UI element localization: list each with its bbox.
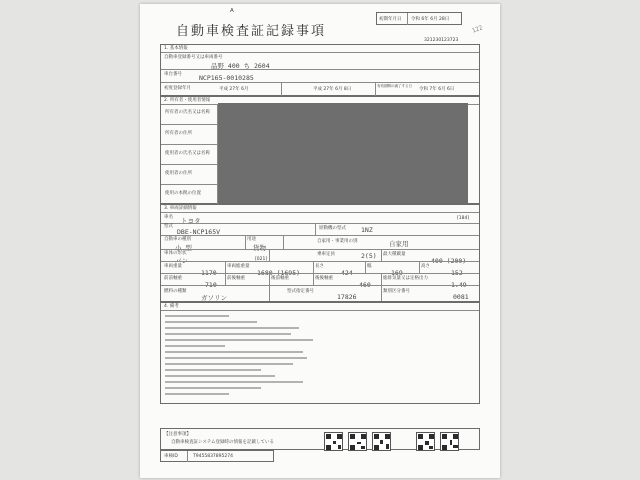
- qr-code-5: [440, 432, 459, 451]
- maker-code: [184]: [457, 216, 470, 221]
- first-registration-label: 初度登録年月: [164, 86, 191, 91]
- qr-code-3: [372, 432, 391, 451]
- length-label: 長さ: [315, 264, 324, 269]
- use-value: 貨物: [253, 244, 266, 252]
- max-load-value: 400 (200): [431, 257, 467, 265]
- displacement-label: 総排気量又は定格出力: [383, 276, 428, 281]
- length-value: 424: [341, 269, 353, 277]
- category-label: 類別区分番号: [383, 289, 410, 294]
- base-location-label: 使用の本拠の位置: [165, 191, 201, 196]
- first-registration-value: 平成 27年 6月: [219, 87, 249, 92]
- use-label: 用途: [247, 237, 256, 242]
- maker-value: トヨタ: [181, 217, 201, 225]
- rear-front-axle-label: 後前軸重: [271, 276, 289, 281]
- basic-section-title: 1. 基本情報: [164, 46, 188, 51]
- height-label: 高さ: [421, 264, 430, 269]
- registration-label: 自動車登録番号又は車両番号: [164, 55, 223, 60]
- capacity-label: 乗車定員: [317, 252, 335, 257]
- vehicle-class-value: 小 型: [175, 244, 192, 252]
- front-rear-axle-label: 前後軸重: [227, 276, 245, 281]
- notes-section-title: 4. 備考: [164, 304, 179, 309]
- owner-address-label: 所有者の住所: [165, 131, 192, 136]
- user-name-label: 使用者の氏名又は名称: [165, 151, 210, 156]
- notice-title: 【注意事項】: [164, 432, 191, 437]
- vehicle-id-label: 車検ID: [164, 454, 178, 459]
- vehicle-detail-section: [160, 204, 480, 302]
- category-value: 0081: [453, 293, 469, 301]
- body-shape-label: 車体の形状: [164, 251, 187, 256]
- expiry-label: 有効期間の満了する日: [377, 84, 412, 88]
- fuel-type-label: 燃料の種類: [164, 289, 187, 294]
- registration-value: 品野 400 ち 2604: [211, 62, 270, 70]
- capacity-value: 2(5): [361, 252, 377, 260]
- width-label: 幅: [367, 264, 372, 269]
- width-value: 169: [391, 269, 403, 277]
- rear-rear-axle-label: 後後軸重: [315, 276, 333, 281]
- notes-section: [160, 302, 480, 404]
- expiry-value: 令和 7年 6月 6日: [419, 87, 455, 92]
- max-load-label: 最大積載量: [383, 252, 406, 257]
- redacted-owner-info: [218, 103, 468, 203]
- maker-label: 車名: [164, 215, 173, 220]
- qr-code-1: [324, 432, 343, 451]
- engine-value: 1NZ: [361, 226, 373, 234]
- user-address-label: 使用者の住所: [165, 171, 192, 176]
- gross-weight-value: 1680 (1695): [257, 269, 301, 277]
- vehicle-class-label: 自動車の種別: [164, 237, 191, 242]
- stamp-letter: A: [230, 8, 234, 14]
- chassis-number: NCP165-0010285: [199, 74, 254, 82]
- purpose-label: 自家用・事業用の別: [317, 239, 358, 244]
- type-approval-label: 型式指定番号: [287, 289, 314, 294]
- qr-code-2: [348, 432, 367, 451]
- rear-rear-axle-value: 460: [359, 281, 371, 289]
- qr-code-4: [416, 432, 435, 451]
- front-front-axle-label: 前前軸重: [164, 276, 182, 281]
- vehicle-section-title: 3. 車両詳細情報: [164, 206, 197, 211]
- issue-date-box: [376, 12, 462, 25]
- gross-weight-label: 車両総重量: [227, 264, 250, 269]
- margin-note: 122: [471, 24, 484, 35]
- document-title: 自動車検査証記録事項: [176, 24, 327, 39]
- vehicle-weight-value: 1170: [201, 269, 217, 277]
- chassis-label: 車台番号: [164, 72, 182, 77]
- height-value: 152: [451, 269, 463, 277]
- purpose-value: 自家用: [389, 240, 409, 248]
- front-front-axle-value: 710: [205, 281, 217, 289]
- model-value: DBE-NCP165V: [177, 228, 221, 236]
- first-registration-date: 平成 27年 6月 8日: [313, 87, 352, 92]
- owner-name-label: 所有者の氏名又は名称: [165, 110, 210, 115]
- displacement-value: 1.49: [451, 281, 467, 289]
- owner-section-title: 2. 所有者・使用者情報: [164, 98, 211, 103]
- body-shape-code: [021]: [255, 257, 268, 262]
- issue-date-label: 初期年月日: [379, 17, 402, 22]
- basic-info-section: [160, 44, 480, 96]
- model-label: 型式: [164, 224, 173, 229]
- issue-date-value: 令和 6年 6月 28日: [411, 17, 450, 22]
- notice-text: 自動車検査証システム登録時の情報を記載している: [171, 440, 275, 445]
- body-shape-value: バン: [175, 257, 188, 265]
- inspection-certificate-sheet: [140, 4, 500, 478]
- fuel-type-value: ガソリン: [201, 294, 227, 302]
- vehicle-weight-label: 車両重量: [164, 264, 182, 269]
- document-number: 321230123723: [424, 38, 459, 43]
- engine-label: 原動機の型式: [319, 226, 346, 231]
- vehicle-id-box: [160, 450, 274, 462]
- type-approval-value: 17826: [337, 293, 357, 301]
- vehicle-id-value: T9455837895274: [193, 454, 233, 459]
